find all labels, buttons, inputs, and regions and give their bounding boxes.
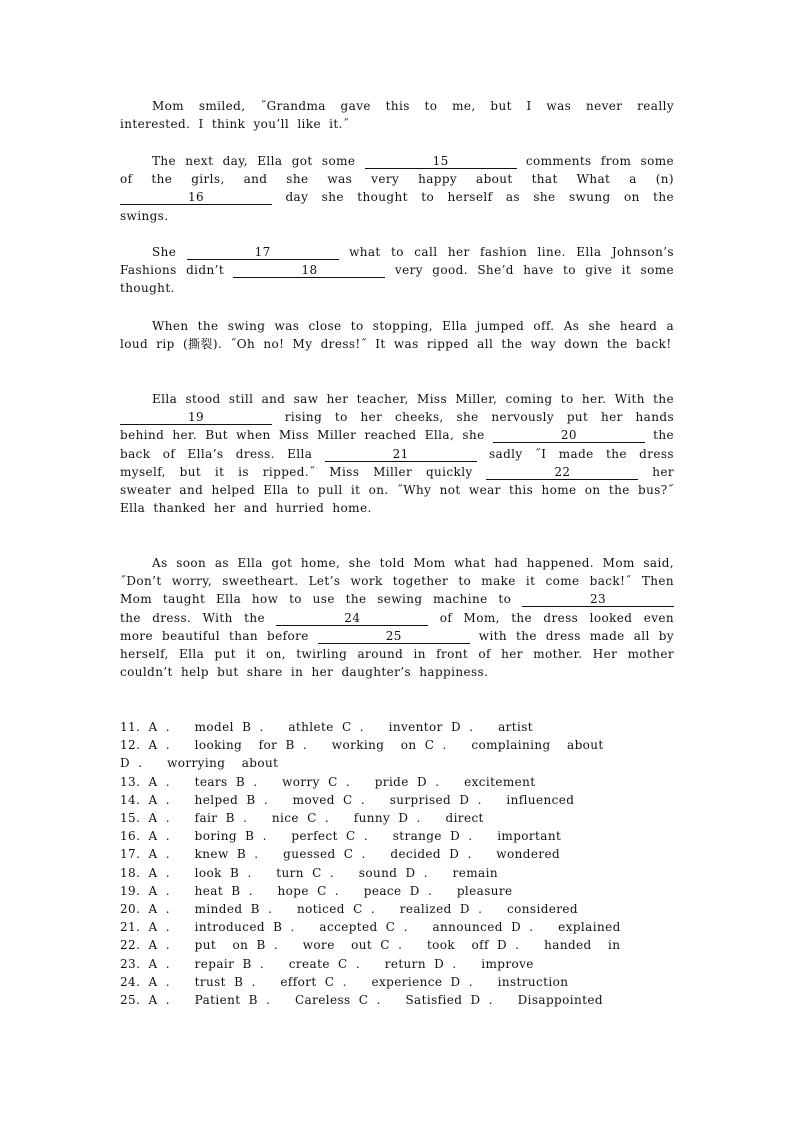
blank-15[interactable]: 15 <box>365 154 517 169</box>
option-line: 15. A . fair B . nice C . funny D . direct <box>120 811 484 826</box>
option-line: 17. A . knew B . guessed C . decided D . wondered <box>120 847 561 862</box>
option-line: 18. A . look B . turn C . sound D . remain <box>120 865 498 880</box>
option-line: 21. A . introduced B . accepted C . announced D . explained <box>120 920 621 935</box>
paragraph-4-text: When the swing was close to stopping, Ella jumped off. As she heard a loud rip (撕裂). ˝Oh no! My dress!˝ It was ripped all the way down the back! <box>120 319 674 352</box>
paragraph-5-text-a: Ella stood still and saw her teacher, Miss Miller, coming to her. With the <box>152 392 674 406</box>
paragraph-1-text: Mom smiled, ˝Grandma gave this to me, but I was never really interested. I think you’ll like it.˝ <box>120 99 674 132</box>
option-line: 24. A . trust B . effort C . experience D . instruction <box>120 974 569 989</box>
blank-18[interactable]: 18 <box>233 263 385 278</box>
blank-20[interactable]: 20 <box>493 428 645 443</box>
blank-16[interactable]: 16 <box>120 190 272 205</box>
answer-options-list <box>120 718 680 1009</box>
blank-17[interactable]: 17 <box>187 245 339 260</box>
paragraph-1 <box>120 97 674 133</box>
paragraph-3-text-a: She <box>152 245 177 259</box>
option-line: 19. A . heat B . hope C . peace D . pleasure <box>120 883 513 898</box>
paragraph-3-text-b: what to call her fashion line. Ella Johnson’s Fashions didn’t <box>120 245 674 278</box>
paragraph-5-text-b: rising to her cheeks, she nervously put her hands behind her. But when Miss Miller reached Ella, she <box>120 410 675 443</box>
paragraph-5 <box>120 390 674 517</box>
paragraph-3-text-c: very good. She’d have to give it some thought. <box>120 263 674 296</box>
blank-19[interactable]: 19 <box>120 410 272 425</box>
option-line: 11. A . model B . athlete C . inventor D . artist <box>120 720 534 734</box>
option-line: 14. A . helped B . moved C . surprised D . influenced <box>120 792 575 807</box>
paragraph-2-text-b: comments from some of the girls, and she was very happy about that What a (n) <box>120 154 674 187</box>
option-line: 12. A . looking for B . working on C . complaining about <box>120 738 604 753</box>
blank-24[interactable]: 24 <box>276 611 428 626</box>
paragraph-5-text-d: sadly ˝I made the dress myself, but it is ripped.˝ Miss Miller quickly <box>120 446 674 479</box>
paragraph-2-text-a: The next day, Ella got some <box>152 154 356 168</box>
blank-21[interactable]: 21 <box>325 447 477 462</box>
option-line: 16. A . boring B . perfect C . strange D . important <box>120 829 562 844</box>
option-line: 25. A . Patient B . Careless C . Satisfied D . Disappointed <box>120 993 603 1008</box>
paragraph-4 <box>120 317 674 353</box>
paragraph-6-text-a: As soon as Ella got home, she told Mom what had happened. Mom said, ˝Don’t worry, sweetheart. Let’s work together to make it come back!˝ Then Mom taught Ella how to use the sewing machine to <box>120 556 674 607</box>
paragraph-3 <box>120 243 674 298</box>
option-line: 13. A . tears B . worry C . pride D . excitement <box>120 774 536 789</box>
option-line: 23. A . repair B . create C . return D . improve <box>120 956 534 971</box>
paragraph-6 <box>120 554 674 681</box>
paragraph-5-text-e: her sweater and helped Ella to pull it on. ˝Why not wear this home on the bus?˝ Ella thanked her and hurried home. <box>120 464 674 516</box>
blank-25[interactable]: 25 <box>318 629 470 644</box>
paragraph-6-text-b: the dress. With the <box>120 610 265 625</box>
paragraph-5-text-c: the back of Ella’s dress. Ella <box>120 428 674 461</box>
option-line: 22. A . put on B . wore out C . took off D . handed in <box>120 938 621 953</box>
paragraph-6-text-c: of Mom, the dress looked even more beautiful than before <box>120 610 675 643</box>
paragraph-2 <box>120 152 674 225</box>
blank-23[interactable]: 23 <box>522 592 674 607</box>
option-line: D . worrying about <box>120 756 279 771</box>
paragraph-2-text-c: day she thought to herself as she swung on the swings. <box>120 190 675 223</box>
option-line: 20. A . minded B . noticed C . realized D . considered <box>120 902 578 917</box>
blank-22[interactable]: 22 <box>486 465 638 480</box>
paragraph-6-text-d: with the dress made all by herself, Ella put it on, twirling around in front of her mother. Her mother couldn’t help but share in her daughter’s happiness. <box>120 628 675 680</box>
